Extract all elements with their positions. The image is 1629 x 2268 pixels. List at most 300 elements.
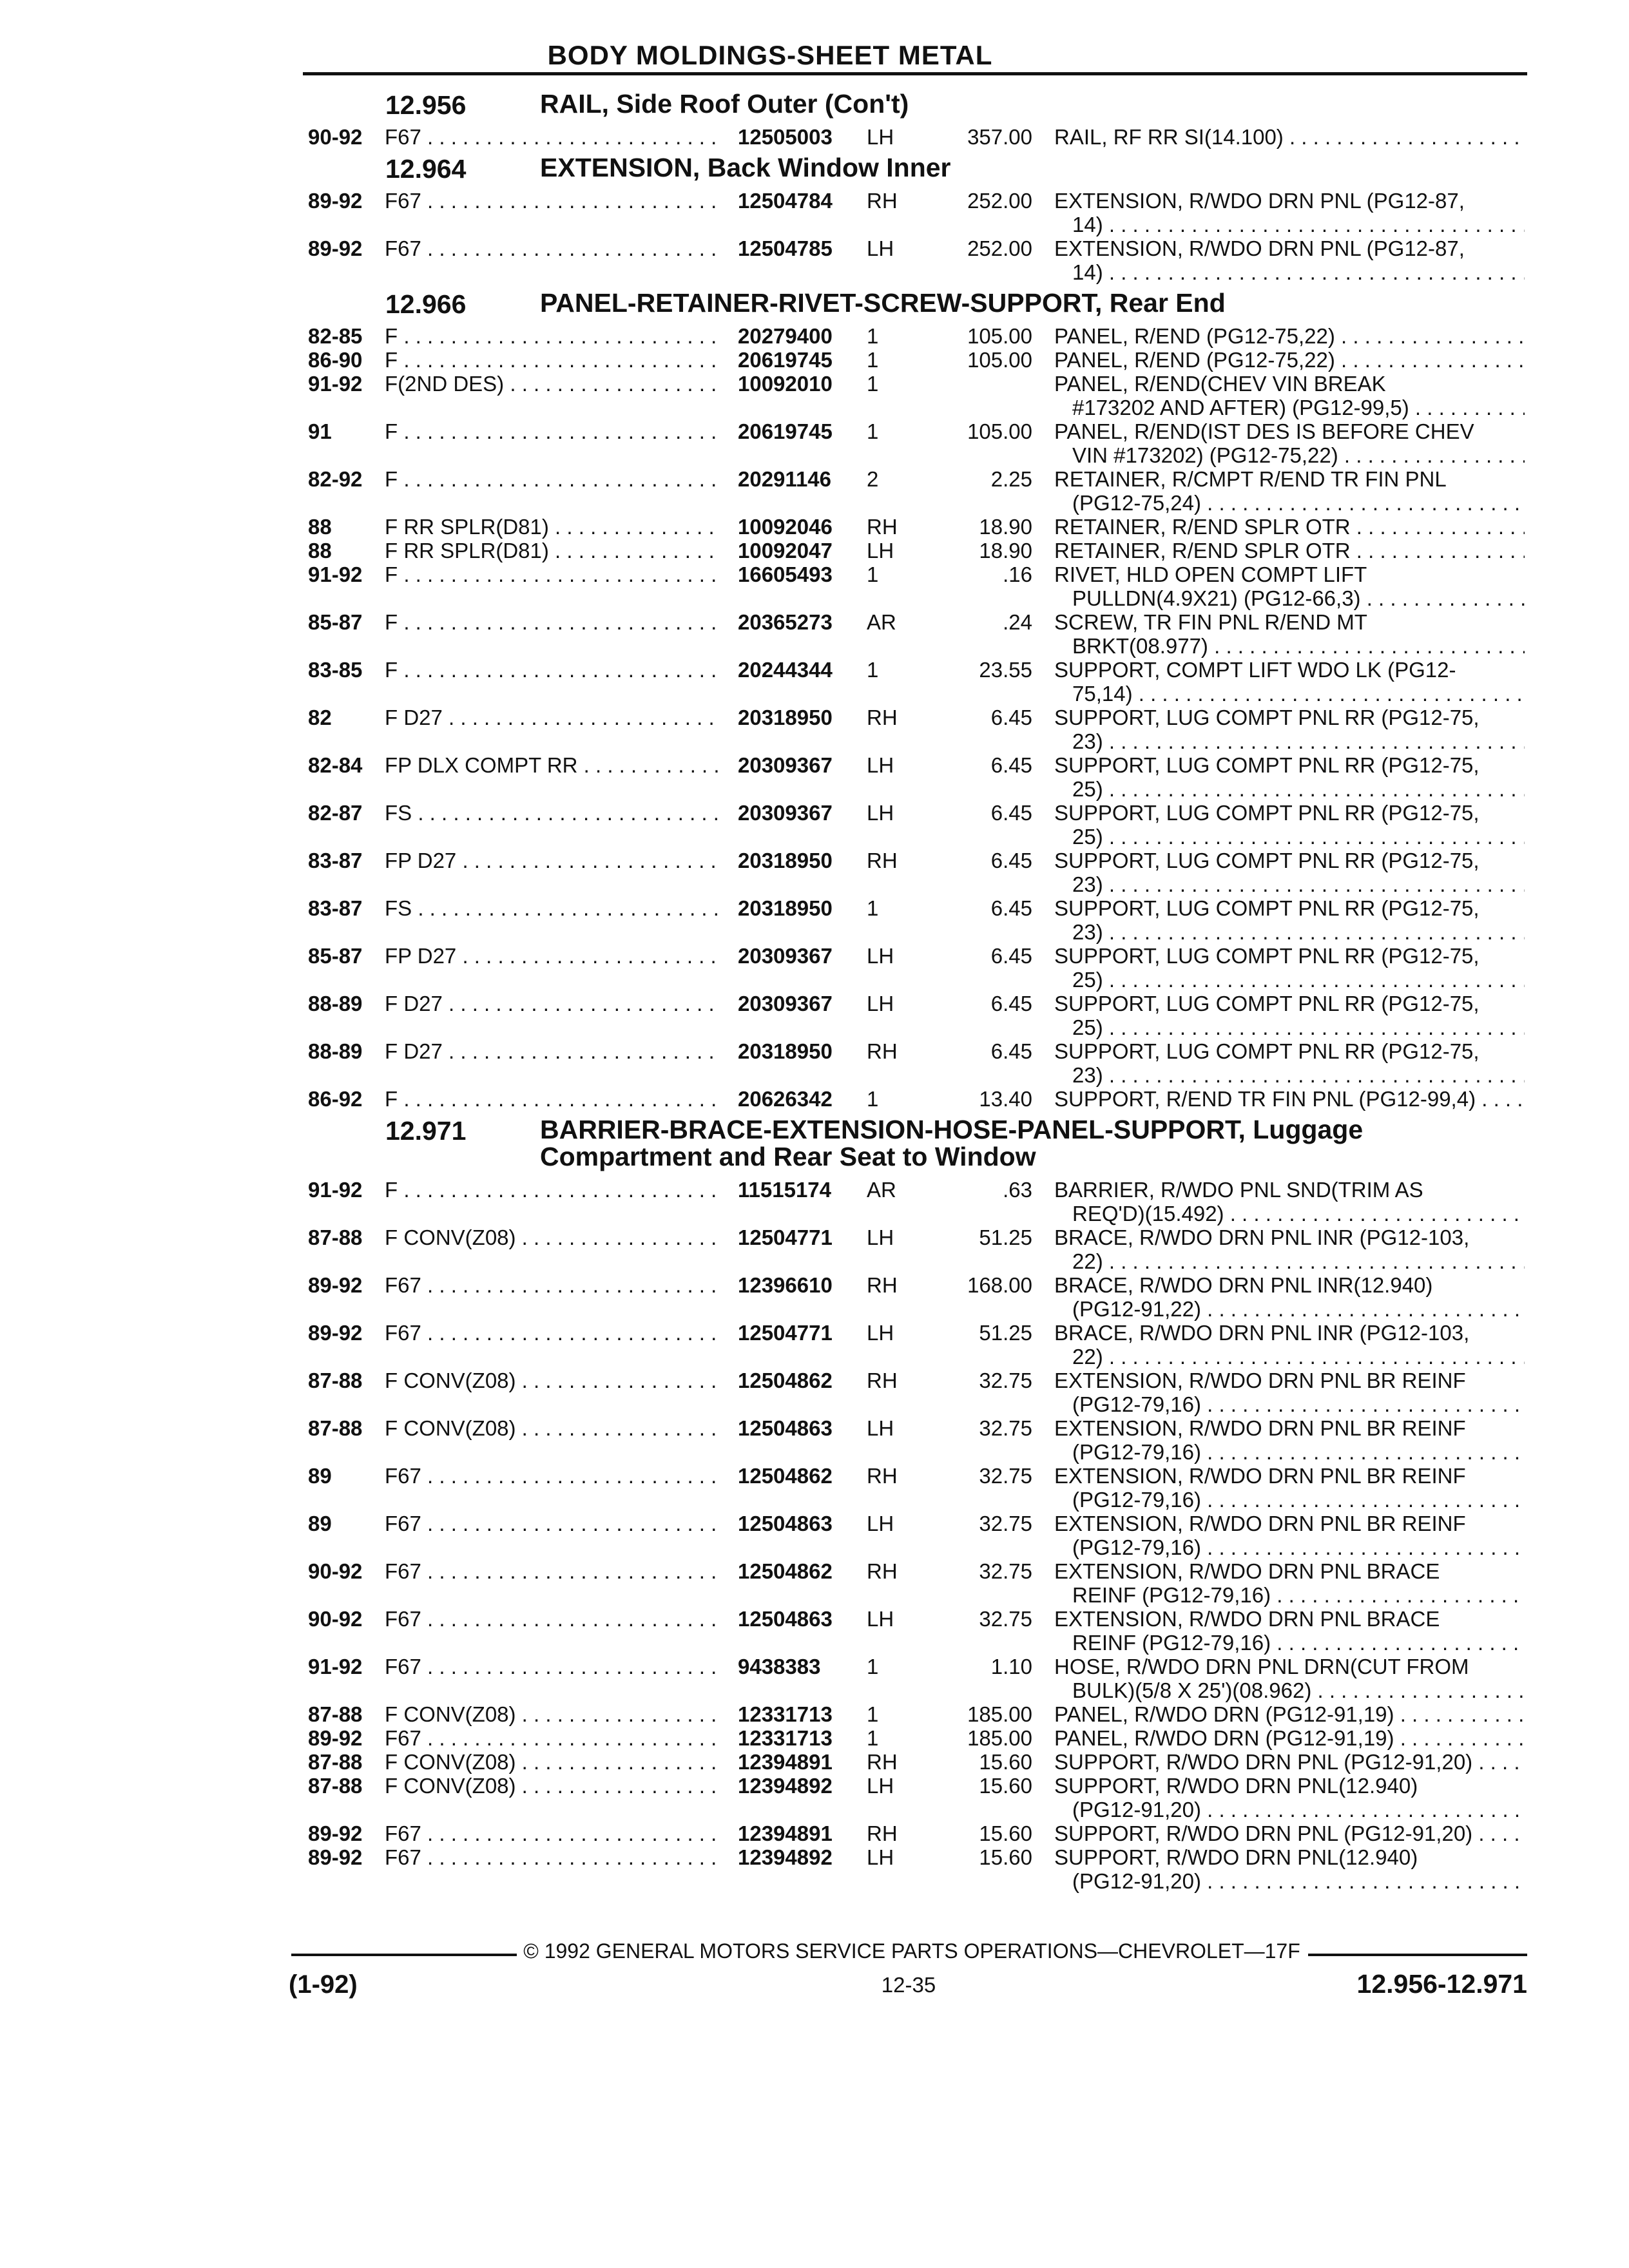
quantity: RH [867,706,898,729]
model-code: F67 . . . [385,1273,720,1297]
quantity: RH [867,1273,898,1297]
model-years: 91-92 [308,1655,363,1678]
part-number: 20279400 [738,324,833,348]
description-line: SUPPORT, R/WDO DRN PNL(12.940) [1054,1845,1418,1869]
part-number: 12505003 [738,125,833,149]
quantity: AR [867,1178,896,1202]
model-code: F67 . . . [385,189,720,213]
price: 105.00 [967,324,1032,348]
model-years: 85-87 [308,944,363,968]
model-years: 82-92 [308,467,363,491]
part-description [1054,1369,1525,1416]
part-description [1054,753,1525,801]
model-years: 83-85 [308,658,363,682]
description-line: #173202 AND AFTER) (PG12-99,5) . . . [1054,396,1525,419]
price: 51.25 [979,1321,1032,1345]
description-line: EXTENSION, R/WDO DRN PNL BR REINF [1054,1512,1466,1535]
model-code: FP D27 . . . [385,849,720,872]
quantity: LH [867,1512,894,1535]
quantity: LH [867,1845,894,1869]
description-line: EXTENSION, R/WDO DRN PNL BR REINF [1054,1416,1466,1440]
model-code: F CONV(Z08) . . . [385,1774,720,1798]
quantity: AR [867,610,896,634]
price: 357.00 [967,125,1032,149]
part-description [1054,515,1525,539]
price: 15.60 [979,1774,1032,1798]
quantity: LH [867,753,894,777]
price: 32.75 [979,1464,1032,1488]
quantity: LH [867,944,894,968]
part-number: 20318950 [738,849,833,872]
description-line: 25) . . . [1054,1015,1525,1039]
model-code: F D27 . . . [385,992,720,1015]
quantity: RH [867,1039,898,1063]
price: 6.45 [990,706,1032,729]
part-description [1054,1607,1525,1655]
model-code: F67 . . . [385,1607,720,1631]
model-code: F67 . . . [385,1821,720,1845]
price: 6.45 [990,849,1032,872]
footer-page-number: 12-35 [881,1973,936,1997]
model-years: 87-88 [308,1774,363,1798]
model-code: F . . . [385,1087,720,1111]
page-header-title: BODY MOLDINGS-SHEET METAL [547,40,993,70]
price: 6.45 [990,896,1032,920]
description-line: SUPPORT, LUG COMPT PNL RR (PG12-75, [1054,1039,1480,1063]
quantity: LH [867,992,894,1015]
part-number: 12396610 [738,1273,833,1297]
description-line: RETAINER, R/END SPLR OTR . . . [1054,539,1525,562]
part-description [1054,1559,1525,1607]
part-description [1054,467,1525,515]
quantity: RH [867,1369,898,1392]
part-description [1054,1655,1525,1702]
description-line: REQ'D)(15.492) . . . [1054,1202,1525,1225]
description-line: SUPPORT, LUG COMPT PNL RR (PG12-75, [1054,992,1480,1015]
part-number: 12394892 [738,1774,833,1798]
price: 6.45 [990,944,1032,968]
model-code: F67 . . . [385,125,720,149]
description-line: EXTENSION, R/WDO DRN PNL (PG12-87, [1054,236,1465,260]
description-line: EXTENSION, R/WDO DRN PNL BRACE [1054,1559,1440,1583]
model-code: F . . . [385,324,720,348]
description-line: (PG12-75,24) . . . [1054,491,1525,515]
part-description [1054,944,1525,992]
description-line: (PG12-91,20) . . . [1054,1869,1525,1893]
description-line: 23) . . . [1054,1063,1525,1087]
description-line: (PG12-91,22) . . . [1054,1297,1525,1321]
quantity: LH [867,236,894,260]
model-years: 87-88 [308,1702,363,1726]
model-years: 87-88 [308,1750,363,1774]
description-line: PANEL, R/END(IST DES IS BEFORE CHEV [1054,419,1474,443]
quantity: 1 [867,562,879,586]
part-number: 20318950 [738,1039,833,1063]
model-code: FP D27 . . . [385,944,720,968]
description-line: EXTENSION, R/WDO DRN PNL BR REINF [1054,1464,1466,1488]
description-line: PANEL, R/END(CHEV VIN BREAK [1054,372,1386,396]
part-number: 20309367 [738,801,833,825]
description-line: 75,14) . . . [1054,682,1525,706]
price: 2.25 [990,467,1032,491]
part-number: 12504784 [738,189,833,213]
model-code: F CONV(Z08) . . . [385,1750,720,1774]
price: 168.00 [967,1273,1032,1297]
price: 32.75 [979,1607,1032,1631]
part-number: 12394891 [738,1750,833,1774]
part-number: 20318950 [738,896,833,920]
quantity: 1 [867,1702,879,1726]
footer-section-range: 12.956-12.971 [1356,1969,1527,1999]
price: 32.75 [979,1512,1032,1535]
part-description [1054,1178,1525,1225]
part-number: 12504863 [738,1512,833,1535]
quantity: LH [867,1321,894,1345]
price: 32.75 [979,1369,1032,1392]
model-code: F CONV(Z08) . . . [385,1702,720,1726]
description-line: (PG12-91,20) . . . [1054,1798,1525,1821]
model-code: F67 . . . [385,1655,720,1678]
quantity: RH [867,515,898,539]
model-code: F D27 . . . [385,1039,720,1063]
description-line: (PG12-79,16) . . . [1054,1440,1525,1464]
section-title [540,90,1532,117]
footer-copyright: © 1992 GENERAL MOTORS SERVICE PARTS OPERATIONS—CHEVROLET—17F [523,1939,1300,1963]
model-years: 83-87 [308,849,363,872]
section-title [540,154,1532,181]
section-title-line: RAIL, Side Roof Outer (Con't) [540,89,909,119]
price: 185.00 [967,1702,1032,1726]
part-description [1054,1774,1525,1821]
description-line: SUPPORT, R/END TR FIN PNL (PG12-99,4) . . . [1054,1087,1525,1111]
section-title-line: PANEL-RETAINER-RIVET-SCREW-SUPPORT, Rear End [540,288,1226,318]
description-line: (PG12-79,16) . . . [1054,1488,1525,1512]
model-years: 82-87 [308,801,363,825]
part-number: 20318950 [738,706,833,729]
section-title-line: BARRIER-BRACE-EXTENSION-HOSE-PANEL-SUPPORT, Luggage [540,1115,1364,1144]
model-code: F67 . . . [385,1321,720,1345]
model-code: F67 . . . [385,1559,720,1583]
part-number: 12331713 [738,1726,833,1750]
model-years: 83-87 [308,896,363,920]
part-description [1054,1039,1525,1087]
quantity: 1 [867,658,879,682]
price: 252.00 [967,236,1032,260]
model-years: 90-92 [308,125,363,149]
model-years: 89-92 [308,1273,363,1297]
part-number: 20309367 [738,753,833,777]
model-years: 87-88 [308,1225,363,1249]
part-number: 12504863 [738,1607,833,1631]
description-line: 22) . . . [1054,1345,1525,1369]
description-line: REINF (PG12-79,16) . . . [1054,1583,1525,1607]
section-number: 12.971 [385,1116,467,1146]
model-years: 89 [308,1512,332,1535]
model-years: 88 [308,515,332,539]
model-years: 89-92 [308,1726,363,1750]
model-code: FP DLX COMPT RR . . . [385,753,720,777]
description-line: SUPPORT, LUG COMPT PNL RR (PG12-75, [1054,944,1480,968]
part-description [1054,1702,1525,1726]
part-number: 12504771 [738,1321,833,1345]
footer-date-code: (1-92) [289,1970,358,1999]
part-number: 16605493 [738,562,833,586]
quantity: 1 [867,372,879,396]
part-number: 12504771 [738,1225,833,1249]
section-title-line: Compartment and Rear Seat to Window [540,1142,1036,1171]
part-number: 10092046 [738,515,833,539]
quantity: LH [867,1416,894,1440]
description-line: PANEL, R/WDO DRN (PG12-91,19) . . . [1054,1726,1525,1750]
model-code: F D27 . . . [385,706,720,729]
description-line: SUPPORT, R/WDO DRN PNL (PG12-91,20) . . . [1054,1821,1525,1845]
part-description [1054,1512,1525,1559]
price: 6.45 [990,801,1032,825]
quantity: 1 [867,324,879,348]
part-number: 20619745 [738,348,833,372]
part-description [1054,324,1525,348]
price: 185.00 [967,1726,1032,1750]
model-years: 89 [308,1464,332,1488]
quantity: 1 [867,348,879,372]
description-line: SUPPORT, R/WDO DRN PNL(12.940) [1054,1774,1418,1798]
part-description [1054,1087,1525,1111]
description-line: SUPPORT, LUG COMPT PNL RR (PG12-75, [1054,753,1480,777]
section-number: 12.964 [385,154,467,184]
model-years: 86-92 [308,1087,363,1111]
model-code: F67 . . . [385,1464,720,1488]
description-line: SUPPORT, R/WDO DRN PNL (PG12-91,20) . . . [1054,1750,1525,1774]
price: 15.60 [979,1821,1032,1845]
part-description [1054,992,1525,1039]
model-years: 88-89 [308,992,363,1015]
price: 15.60 [979,1845,1032,1869]
quantity: LH [867,1607,894,1631]
quantity: RH [867,1821,898,1845]
description-line: RETAINER, R/END SPLR OTR . . . [1054,515,1525,539]
part-number: 10092010 [738,372,833,396]
quantity: RH [867,1464,898,1488]
model-code: F67 . . . [385,1512,720,1535]
quantity: LH [867,801,894,825]
model-code: F CONV(Z08) . . . [385,1225,720,1249]
footer-rule-left [291,1954,517,1956]
model-years: 87-88 [308,1369,363,1392]
model-years: 88 [308,539,332,562]
part-number: 12504863 [738,1416,833,1440]
part-number: 20244344 [738,658,833,682]
description-line: 14) . . . [1054,260,1525,284]
description-line: EXTENSION, R/WDO DRN PNL (PG12-87, [1054,189,1465,213]
description-line: BRACE, R/WDO DRN PNL INR (PG12-103, [1054,1321,1470,1345]
quantity: LH [867,1225,894,1249]
footer-rule-right [1308,1954,1527,1956]
model-years: 88-89 [308,1039,363,1063]
model-years: 87-88 [308,1416,363,1440]
price: .63 [1003,1178,1032,1202]
model-years: 89-92 [308,1821,363,1845]
model-years: 89-92 [308,1321,363,1345]
model-years: 89-92 [308,1845,363,1869]
description-line: SUPPORT, LUG COMPT PNL RR (PG12-75, [1054,849,1480,872]
model-code: F . . . [385,419,720,443]
quantity: 1 [867,1655,879,1678]
part-number: 20309367 [738,992,833,1015]
model-code: F67 . . . [385,1726,720,1750]
part-description [1054,801,1525,849]
description-line: SUPPORT, LUG COMPT PNL RR (PG12-75, [1054,896,1480,920]
description-line: RIVET, HLD OPEN COMPT LIFT [1054,562,1367,586]
model-years: 91-92 [308,1178,363,1202]
part-description [1054,706,1525,753]
description-line: 23) . . . [1054,872,1525,896]
price: .24 [1003,610,1032,634]
price: 15.60 [979,1750,1032,1774]
quantity: 1 [867,1087,879,1111]
price: 32.75 [979,1416,1032,1440]
quantity: LH [867,125,894,149]
description-line: SUPPORT, LUG COMPT PNL RR (PG12-75, [1054,706,1480,729]
part-description [1054,539,1525,562]
part-description [1054,1845,1525,1893]
part-description [1054,849,1525,896]
model-code: F RR SPLR(D81) . . . [385,515,720,539]
part-description [1054,562,1525,610]
model-years: 82 [308,706,332,729]
header-rule [303,72,1527,75]
model-years: 86-90 [308,348,363,372]
part-number: 9438383 [738,1655,821,1678]
part-number: 20365273 [738,610,833,634]
part-number: 10092047 [738,539,833,562]
model-years: 91 [308,419,332,443]
section-number: 12.956 [385,90,467,120]
quantity: RH [867,189,898,213]
description-line: 25) . . . [1054,777,1525,801]
description-line: 25) . . . [1054,825,1525,849]
part-description [1054,1750,1525,1774]
part-description [1054,658,1525,706]
description-line: SUPPORT, COMPT LIFT WDO LK (PG12- [1054,658,1456,682]
model-code: F . . . [385,467,720,491]
model-code: F . . . [385,1178,720,1202]
model-code: FS . . . [385,896,720,920]
model-code: F . . . [385,658,720,682]
price: 23.55 [979,658,1032,682]
description-line: 25) . . . [1054,968,1525,992]
price: 13.40 [979,1087,1032,1111]
description-line: EXTENSION, R/WDO DRN PNL BR REINF [1054,1369,1466,1392]
description-line: VIN #173202) (PG12-75,22) . . . [1054,443,1525,467]
model-code: F CONV(Z08) . . . [385,1369,720,1392]
model-years: 82-85 [308,324,363,348]
price: 105.00 [967,348,1032,372]
model-years: 90-92 [308,1607,363,1631]
model-years: 89-92 [308,189,363,213]
description-line: EXTENSION, R/WDO DRN PNL BRACE [1054,1607,1440,1631]
part-description [1054,1321,1525,1369]
description-line: PANEL, R/WDO DRN (PG12-91,19) . . . [1054,1702,1525,1726]
part-number: 12504862 [738,1559,833,1583]
part-number: 12504862 [738,1369,833,1392]
part-description [1054,125,1525,149]
price: .16 [1003,562,1032,586]
quantity: RH [867,849,898,872]
quantity: RH [867,1750,898,1774]
model-years: 90-92 [308,1559,363,1583]
model-code: F67 . . . [385,1845,720,1869]
description-line: REINF (PG12-79,16) . . . [1054,1631,1525,1655]
model-code: F . . . [385,348,720,372]
price: 18.90 [979,515,1032,539]
part-number: 12394891 [738,1821,833,1845]
quantity: 1 [867,419,879,443]
description-line: BRACE, R/WDO DRN PNL INR (PG12-103, [1054,1225,1470,1249]
description-line: RAIL, RF RR SI(14.100) . . . [1054,125,1525,149]
part-description [1054,372,1525,419]
part-number: 20626342 [738,1087,833,1111]
description-line: (PG12-79,16) . . . [1054,1392,1525,1416]
description-line: 23) . . . [1054,729,1525,753]
price: 32.75 [979,1559,1032,1583]
model-years: 85-87 [308,610,363,634]
model-code: F(2ND DES) . . . [385,372,720,396]
part-number: 20291146 [738,467,832,491]
section-title [540,1116,1532,1170]
description-line: BARRIER, R/WDO PNL SND(TRIM AS [1054,1178,1423,1202]
model-years: 82-84 [308,753,363,777]
description-line: RETAINER, R/CMPT R/END TR FIN PNL [1054,467,1447,491]
description-line: 23) . . . [1054,920,1525,944]
description-line: PULLDN(4.9X21) (PG12-66,3) . . . [1054,586,1525,610]
description-line: SUPPORT, LUG COMPT PNL RR (PG12-75, [1054,801,1480,825]
model-code: F67 . . . [385,236,720,260]
part-description [1054,1726,1525,1750]
part-number: 12504862 [738,1464,833,1488]
part-number: 11515174 [738,1178,832,1202]
description-line: PANEL, R/END (PG12-75,22) . . . [1054,324,1525,348]
part-description [1054,189,1525,236]
part-description [1054,419,1525,467]
part-description [1054,1416,1525,1464]
quantity: 1 [867,1726,879,1750]
price: 6.45 [990,1039,1032,1063]
description-line: 14) . . . [1054,213,1525,236]
part-number: 20309367 [738,944,833,968]
quantity: 2 [867,467,879,491]
description-line: BRACE, R/WDO DRN PNL INR(12.940) [1054,1273,1433,1297]
price: 18.90 [979,539,1032,562]
model-code: F . . . [385,610,720,634]
model-code: F CONV(Z08) . . . [385,1416,720,1440]
part-number: 20619745 [738,419,833,443]
section-title [540,289,1532,316]
price: 6.45 [990,753,1032,777]
description-line: HOSE, R/WDO DRN PNL DRN(CUT FROM [1054,1655,1469,1678]
part-number: 12331713 [738,1702,833,1726]
part-description [1054,1464,1525,1512]
price: 6.45 [990,992,1032,1015]
description-line: (PG12-79,16) . . . [1054,1535,1525,1559]
description-line: BULK)(5/8 X 25')(08.962) . . . [1054,1678,1525,1702]
description-line: BRKT(08.977) . . . [1054,634,1525,658]
price: 1.10 [990,1655,1032,1678]
section-title-line: EXTENSION, Back Window Inner [540,153,951,182]
quantity: LH [867,539,894,562]
part-description [1054,1273,1525,1321]
model-code: F . . . [385,562,720,586]
part-description [1054,236,1525,284]
